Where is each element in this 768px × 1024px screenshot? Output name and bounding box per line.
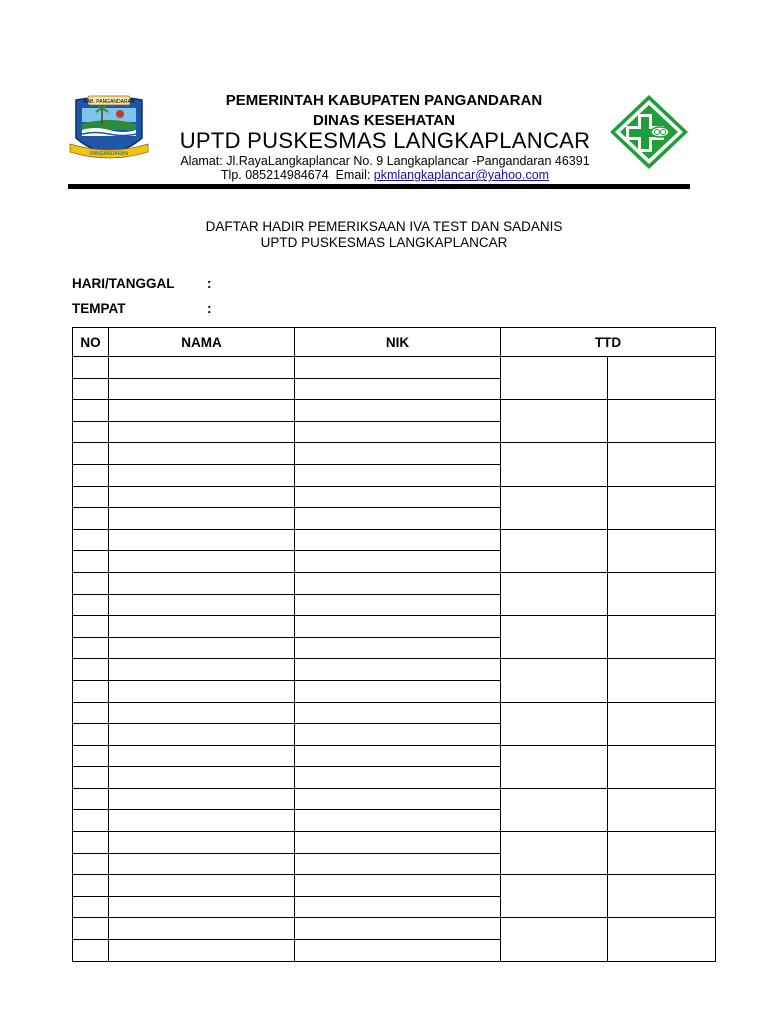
name-cell[interactable] — [109, 724, 295, 746]
name-cell[interactable] — [109, 486, 295, 508]
no-cell[interactable] — [73, 421, 109, 443]
no-cell[interactable] — [73, 551, 109, 573]
no-cell[interactable] — [73, 659, 109, 681]
place-field-colon: : — [207, 301, 212, 316]
no-cell[interactable] — [73, 896, 109, 918]
date-field-label: HARI/TANGGAL — [72, 276, 175, 291]
no-cell[interactable] — [73, 702, 109, 724]
nik-cell[interactable] — [295, 680, 501, 702]
letterhead-address: Alamat: Jl.RayaLangkaplancar No. 9 Langkaplancar -Pangandaran 46391 — [180, 154, 590, 168]
name-cell[interactable] — [109, 918, 295, 940]
no-cell[interactable] — [73, 853, 109, 875]
table-row — [73, 443, 716, 465]
nik-cell[interactable] — [295, 637, 501, 659]
attendance-table — [72, 327, 716, 962]
name-cell[interactable] — [109, 551, 295, 573]
no-cell[interactable] — [73, 767, 109, 789]
name-cell[interactable] — [109, 400, 295, 422]
letterhead-divider — [68, 184, 690, 189]
nik-cell[interactable] — [295, 702, 501, 724]
signature-cell-left[interactable] — [501, 875, 608, 918]
signature-cell-left[interactable] — [501, 616, 608, 659]
logo-bottom-text: PANGANDARAN — [89, 151, 129, 157]
letterhead-government: PEMERINTAH KABUPATEN PANGANDARAN — [225, 92, 543, 109]
no-cell[interactable] — [73, 832, 109, 854]
no-cell[interactable] — [73, 680, 109, 702]
name-cell[interactable] — [109, 810, 295, 832]
letterhead-institution: UPTD PUSKESMAS LANGKAPLANCAR — [179, 128, 591, 153]
nik-cell[interactable] — [295, 508, 501, 530]
signature-cell-left[interactable] — [501, 832, 608, 875]
table-row — [73, 875, 716, 897]
phone-text: Tlp. 085214984674 Email: — [220, 168, 374, 182]
document-title: DAFTAR HADIR PEMERIKSAAN IVA TEST DAN SADANIS — [205, 219, 563, 234]
name-cell[interactable] — [109, 443, 295, 465]
nik-cell[interactable] — [295, 810, 501, 832]
table-row — [73, 788, 716, 810]
nik-cell[interactable] — [295, 788, 501, 810]
name-cell[interactable] — [109, 788, 295, 810]
email-link[interactable]: pkmlangkaplancar@yahoo.com — [373, 168, 550, 182]
nik-cell[interactable] — [295, 745, 501, 767]
no-cell[interactable] — [73, 529, 109, 551]
nik-cell[interactable] — [295, 486, 501, 508]
nik-cell[interactable] — [295, 421, 501, 443]
signature-cell-left[interactable] — [501, 702, 608, 745]
no-cell[interactable] — [73, 486, 109, 508]
no-cell[interactable] — [73, 400, 109, 422]
signature-cell-left[interactable] — [501, 745, 608, 788]
no-cell[interactable] — [73, 940, 109, 962]
nik-cell[interactable] — [295, 724, 501, 746]
nik-cell[interactable] — [295, 853, 501, 875]
header-nama: NAMA — [109, 328, 295, 357]
name-cell[interactable] — [109, 421, 295, 443]
signature-cell-right[interactable] — [608, 659, 716, 702]
nik-cell[interactable] — [295, 400, 501, 422]
nik-cell[interactable] — [295, 551, 501, 573]
name-cell[interactable] — [109, 378, 295, 400]
header-no: NO — [73, 328, 109, 357]
name-cell[interactable] — [109, 940, 295, 962]
name-cell[interactable] — [109, 594, 295, 616]
no-cell[interactable] — [73, 810, 109, 832]
no-cell[interactable] — [73, 788, 109, 810]
table-row — [73, 832, 716, 854]
signature-cell-right[interactable] — [608, 529, 716, 572]
signature-cell-left[interactable] — [501, 788, 608, 831]
logo-top-text: KAB. PANGANDARAN — [83, 99, 135, 105]
place-field-label: TEMPAT — [72, 301, 126, 316]
signature-cell-right[interactable] — [608, 875, 716, 918]
signature-cell-right[interactable] — [608, 745, 716, 788]
signature-cell-right[interactable] — [608, 486, 716, 529]
nik-cell[interactable] — [295, 767, 501, 789]
signature-cell-right[interactable] — [608, 832, 716, 875]
table-row — [73, 529, 716, 551]
document-subtitle: UPTD PUSKESMAS LANGKAPLANCAR — [260, 235, 508, 250]
nik-cell[interactable] — [295, 659, 501, 681]
no-cell[interactable] — [73, 724, 109, 746]
nik-cell[interactable] — [295, 529, 501, 551]
signature-cell-left[interactable] — [501, 400, 608, 443]
no-cell[interactable] — [73, 378, 109, 400]
name-cell[interactable] — [109, 745, 295, 767]
signature-cell-left[interactable] — [501, 918, 608, 961]
no-cell[interactable] — [73, 508, 109, 530]
nik-cell[interactable] — [295, 832, 501, 854]
name-cell[interactable] — [109, 896, 295, 918]
signature-cell-right[interactable] — [608, 616, 716, 659]
name-cell[interactable] — [109, 357, 295, 379]
signature-cell-right[interactable] — [608, 788, 716, 831]
nik-cell[interactable] — [295, 896, 501, 918]
date-field-colon: : — [207, 276, 212, 291]
no-cell[interactable] — [73, 875, 109, 897]
table-row — [73, 659, 716, 681]
no-cell[interactable] — [73, 918, 109, 940]
signature-cell-left[interactable] — [501, 443, 608, 486]
letterhead-department: DINAS KESEHATAN — [313, 112, 455, 129]
name-cell[interactable] — [109, 637, 295, 659]
signature-cell-left[interactable] — [501, 659, 608, 702]
no-cell[interactable] — [73, 616, 109, 638]
nik-cell[interactable] — [295, 443, 501, 465]
signature-cell-left[interactable] — [501, 486, 608, 529]
no-cell[interactable] — [73, 637, 109, 659]
table-row — [73, 616, 716, 638]
table-body — [73, 357, 716, 962]
table-row — [73, 400, 716, 422]
no-cell[interactable] — [73, 745, 109, 767]
signature-cell-right[interactable] — [608, 357, 716, 400]
no-cell[interactable] — [73, 572, 109, 594]
signature-cell-right[interactable] — [608, 572, 716, 615]
name-cell[interactable] — [109, 680, 295, 702]
no-cell[interactable] — [73, 443, 109, 465]
nik-cell[interactable] — [295, 940, 501, 962]
signature-cell-right[interactable] — [608, 702, 716, 745]
name-cell[interactable] — [109, 464, 295, 486]
name-cell[interactable] — [109, 616, 295, 638]
no-cell[interactable] — [73, 357, 109, 379]
table-row — [73, 702, 716, 724]
name-cell[interactable] — [109, 875, 295, 897]
signature-cell-right[interactable] — [608, 400, 716, 443]
nik-cell[interactable] — [295, 594, 501, 616]
signature-cell-left[interactable] — [501, 572, 608, 615]
table-row — [73, 745, 716, 767]
name-cell[interactable] — [109, 853, 295, 875]
signature-cell-left[interactable] — [501, 529, 608, 572]
signature-cell-right[interactable] — [608, 918, 716, 961]
name-cell[interactable] — [109, 529, 295, 551]
table-row — [73, 572, 716, 594]
name-cell[interactable] — [109, 508, 295, 530]
signature-cell-left[interactable] — [501, 357, 608, 400]
header-nik: NIK — [295, 328, 501, 357]
nik-cell[interactable] — [295, 378, 501, 400]
nik-cell[interactable] — [295, 918, 501, 940]
nik-cell[interactable] — [295, 357, 501, 379]
name-cell[interactable] — [109, 659, 295, 681]
nik-cell[interactable] — [295, 875, 501, 897]
table-header-row — [73, 328, 716, 357]
table-row — [73, 357, 716, 379]
name-cell[interactable] — [109, 702, 295, 724]
signature-cell-right[interactable] — [608, 443, 716, 486]
nik-cell[interactable] — [295, 464, 501, 486]
name-cell[interactable] — [109, 832, 295, 854]
no-cell[interactable] — [73, 594, 109, 616]
header-ttd: TTD — [501, 328, 716, 357]
table-row — [73, 918, 716, 940]
name-cell[interactable] — [109, 572, 295, 594]
nik-cell[interactable] — [295, 616, 501, 638]
table-row — [73, 486, 716, 508]
nik-cell[interactable] — [295, 572, 501, 594]
letterhead-contact — [150, 168, 620, 182]
name-cell[interactable] — [109, 767, 295, 789]
no-cell[interactable] — [73, 464, 109, 486]
